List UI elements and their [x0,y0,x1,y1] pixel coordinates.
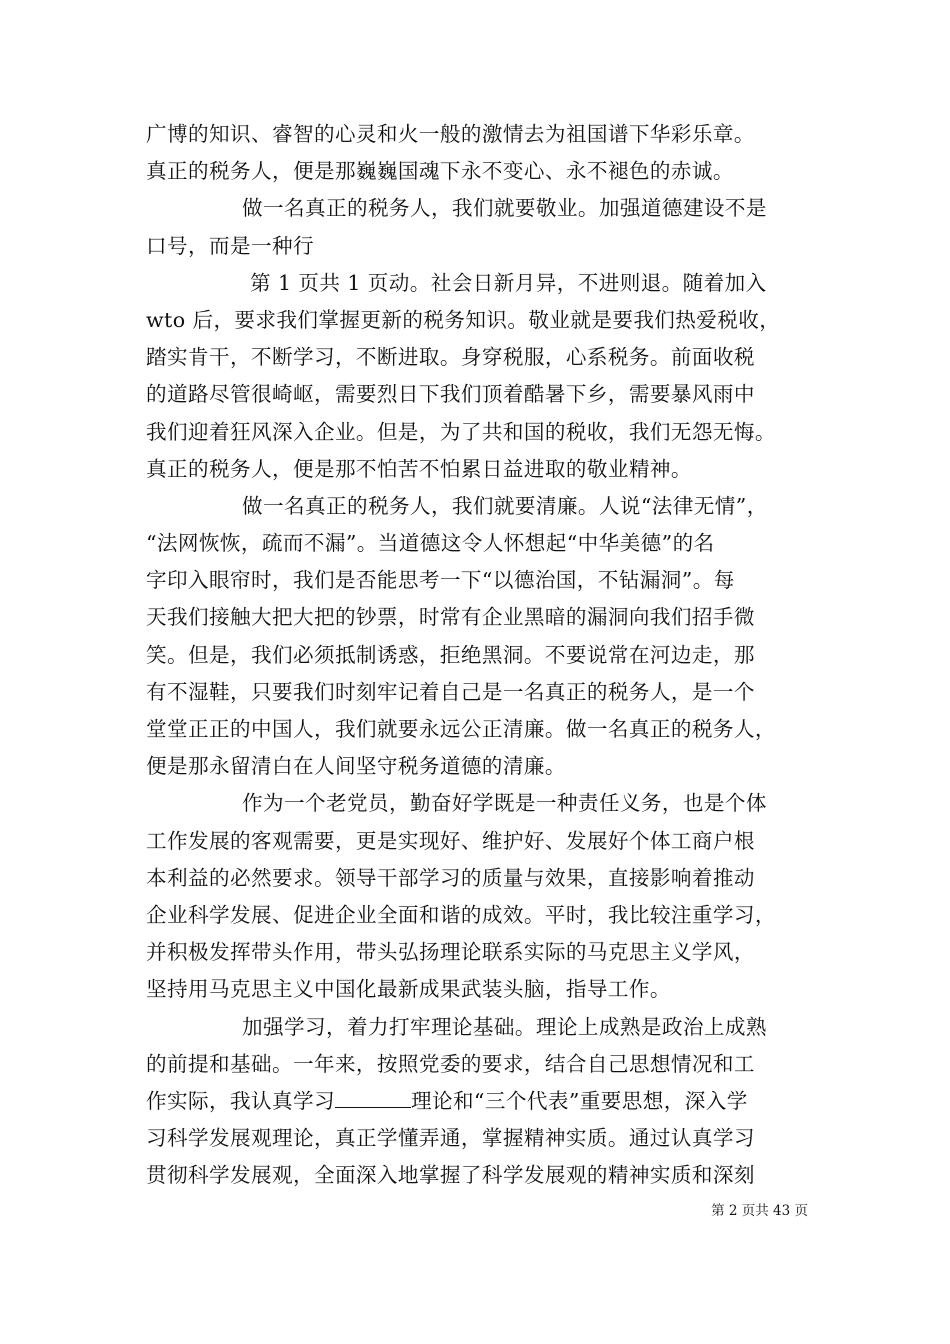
text-line: 堂堂正正的中国人，我们就要永远公正清廉。做一名真正的税务人， [146,717,776,741]
text-line: 贯彻科学发展观，全面深入地掌握了科学发展观的精神实质和深刻 [146,1163,755,1188]
text-line: 字印入眼帘时，我们是否能思考一下“以德治国，不钻漏洞”。每 [146,568,735,593]
text-after-blank: 理论和“三个代表”重要思想，深入学 [410,1088,748,1113]
paragraph-start-line: 作为一个老党员，勤奋好学既是一种责任义务，也是个体 [242,791,767,816]
text-line: 真正的税务人，便是那不怕苦不怕累日益进取的敬业精神。 [146,456,692,481]
text-line: 天我们接触大把大把的钞票，时常有企业黑暗的漏洞向我们招手微 [146,605,755,630]
text-line: 有不湿鞋，只要我们时刻牢记着自己是一名真正的税务人，是一个 [146,679,755,704]
text-line: 并积极发挥带头作用，带头弘扬理论联系实际的马克思主义学风， [146,940,755,965]
body-text [146,116,812,1194]
paragraph-start-line: 加强学习，着力打牢理论基础。理论上成熟是政治上成熟 [242,1014,767,1039]
text-line: 企业科学发展、促进企业全面和谐的成效。平时，我比较注重学习， [146,902,776,927]
text-line: 坚持用马克思主义中国化最新成果武装头脑，指导工作。 [146,977,671,1002]
text-line-with-blank [146,1083,812,1120]
text-line: 的道路尽管很崎岖，需要烈日下我们顶着酷暑下乡，需要暴风雨中 [146,382,755,407]
page-footer: 第 2 页共 43 页 [711,1203,808,1219]
text-line: 笑。但是，我们必须抵制诱惑，拒绝黑洞。不要说常在河边走，那 [146,642,755,667]
text-line: wto 后，要求我们掌握更新的税务知识。敬业就是要我们热爱税收， [146,307,781,332]
text-line: 真正的税务人，便是那巍巍国魂下永不变心、永不褪色的赤诚。 [146,159,734,184]
text-line: 的前提和基础。一年来，按照党委的要求，结合自己思想情况和工 [146,1051,755,1076]
text-line: “法网恢恢，疏而不漏”。当道德这令人怀想起“中华美德”的名 [146,531,715,556]
text-line: 本利益的必然要求。领导干部学习的质量与效果，直接影响着推动 [146,865,755,890]
paragraph-start-line: 做一名真正的税务人，我们就要清廉。人说“法律无情”， [242,493,768,518]
text-line: 工作发展的客观需要，更是实现好、维护好、发展好个体工商户根 [146,828,755,853]
fill-in-blank [335,1089,411,1108]
text-line: 广博的知识、睿智的心灵和火一般的激情去为祖国谱下华彩乐章。 [146,122,755,146]
text-line: 我们迎着狂风深入企业。但是，为了共和国的税收，我们无怨无悔。 [146,419,776,444]
paragraph-start-line: 做一名真正的税务人，我们就要敬业。加强道德建设不是 [242,196,767,221]
text-before-blank: 作实际，我认真学习 [146,1088,335,1113]
text-line: 口号，而是一种行 [146,233,314,258]
text-line: 便是那永留清白在人间坚守税务道德的清廉。 [146,754,566,779]
text-line: 习科学发展观理论，真正学懂弄通，掌握精神实质。通过认真学习 [146,1126,755,1151]
text-line: 踏实肯干，不断学习，不断进取。身穿税服，心系税务。前面收税 [146,345,755,370]
embedded-page-marker-line: 第 1 页共 1 页动。社会日新月异，不进则退。随着加入 [250,270,767,295]
